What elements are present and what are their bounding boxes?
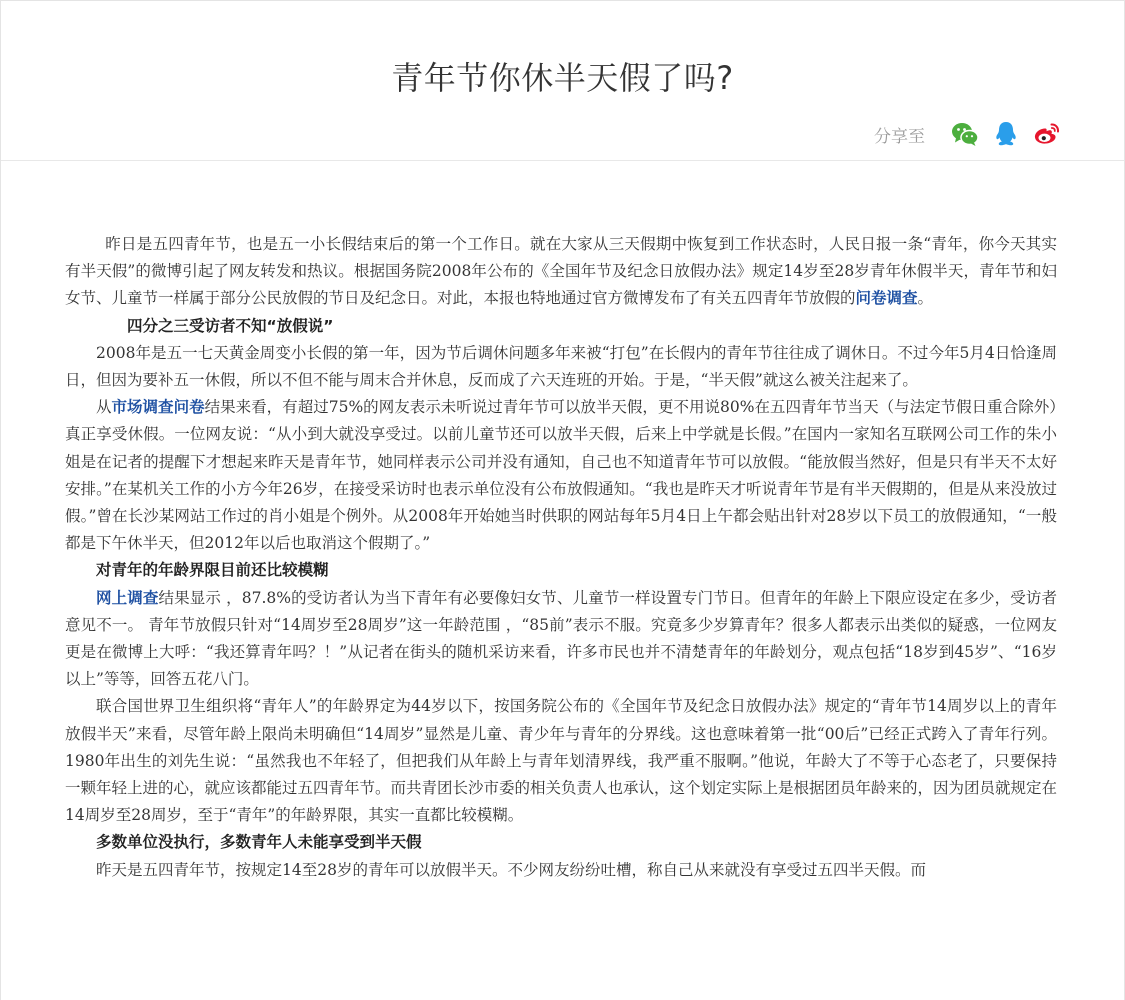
paragraph-text: 昨日是五四青年节，也是五一小长假结束后的第一个工作日。就在大家从三天假期中恢复到工作状态时，人民日报一条“青年，你今天其实有半天假”的微博引起了网友转发和热议。根据国务院2008年公布的《全国年节及纪念日放假办法》规定14岁至28岁青年休假半天，青年节和妇女节、儿童节一样属于部分公民放假的节日及纪念日。对此，本报也特地通过官方微博发布了有关五四青年节放假的	[65, 235, 1057, 308]
paragraph-text: 。	[917, 289, 934, 308]
paragraph-3	[65, 394, 1057, 557]
paragraph-6: 昨天是五四青年节，按规定14至28岁的青年可以放假半天。不少网友纷纷吐槽，称自己从来就没有享受过五四半天假。而	[96, 860, 926, 879]
page-title: 青年节你休半天假了吗?	[391, 59, 734, 97]
article-header	[1, 1, 1124, 161]
share-bar	[874, 119, 1062, 149]
paragraph-4	[65, 585, 1057, 694]
wechat-icon[interactable]	[950, 119, 980, 149]
subheading-3: 多数单位没执行，多数青年人未能享受到半天假	[96, 833, 422, 852]
subheading-2: 对青年的年龄界限目前还比较模糊	[96, 561, 329, 580]
online-survey-link[interactable]: 网上调查	[96, 588, 159, 607]
paragraph-text: 结果显示 ，87.8%的受访者认为当下青年有必要像妇女节、儿童节一样设置专门节日。但青年的年龄上下限应设定在多少，受访者意见不一。 青年节放假只针对“14周岁至28周岁”这一年龄范围 ，“85前”表示不服。究竟多少岁算青年？很多人都表示出类似的疑惑，一位网友更是在微博上大呼：“我还算青年吗？！”从记者在街头的随机采访来看，许多市民也并不清楚青年的年龄划分，观点包括“18岁到45岁”、“16岁以上”等等，回答五花八门。	[65, 588, 1057, 689]
subheading-1: 四分之三受访者不知“放假说”	[127, 316, 334, 335]
paragraph-text: 从	[96, 398, 112, 417]
article-body	[65, 231, 1057, 884]
paragraph-text: 结果来看，有超过75%的网友表示未听说过青年节可以放半天假，更不用说80%在五四青年节当天（与法定节假日重合除外）真正享受休假。一位网友说：“从小到大就没享受过。以前儿童节还可以放半天假，后来上中学就是长假。”在国内一家知名互联网公司工作的朱小姐是在记者的提醒下才想起来昨天是青年节，她同样表示公司并没有通知，自己也不知道青年节可以放假。“能放假当然好，但是只有半天不太好安排。”在某机关工作的小方今年26岁，在接受采访时也表示单位没有公布放假通知。“我也是昨天才听说青年节是有半天假期的，但是从来没放过假。”曾在长沙某网站工作过的肖小姐是个例外。从2008年开始她当时供职的网站每年5月4日上午都会贴出针对28岁以下员工的放假通知，“一般都是下午休半天，但2012年以后也取消这个假期了。”	[65, 398, 1057, 553]
qq-icon[interactable]	[991, 119, 1021, 149]
paragraph-2: 2008年是五一七天黄金周变小长假的第一年，因为节后调休问题多年来被“打包”在长假内的青年节往往成了调休日。不过今年5月4日恰逢周日，但因为要补五一休假，所以不但不能与周末合并休息，反而成了六天连班的开始。于是，“半天假”就这么被关注起来了。	[65, 343, 1057, 390]
weibo-icon[interactable]	[1032, 119, 1062, 149]
market-survey-link[interactable]: 市场调查问卷	[111, 398, 205, 417]
paragraph-5: 联合国世界卫生组织将“青年人”的年龄界定为44岁以下，按国务院公布的《全国年节及纪念日放假办法》规定的“青年节14周岁以上的青年放假半天”来看，尽管年龄上限尚未明确但“14周岁”显然是儿童、青少年与青年的分界线。这也意味着第一批“00后”已经正式跨入了青年行列。1980年出生的刘先生说：“虽然我也不年轻了，但把我们从年龄上与青年划清界线，我严重不服啊。”他说，年龄大了不等于心态老了，只要保持一颗年轻上进的心，就应该都能过五四青年节。而共青团长沙市委的相关负责人也承认，这个划定实际上是根据团员年龄来的，因为团员就规定在14周岁至28周岁，至于“青年”的年龄界限，其实一直都比较模糊。	[65, 697, 1058, 825]
share-label: 分享至	[874, 126, 925, 147]
survey-link[interactable]: 问卷调查	[855, 289, 918, 308]
paragraph-intro	[65, 231, 1057, 313]
